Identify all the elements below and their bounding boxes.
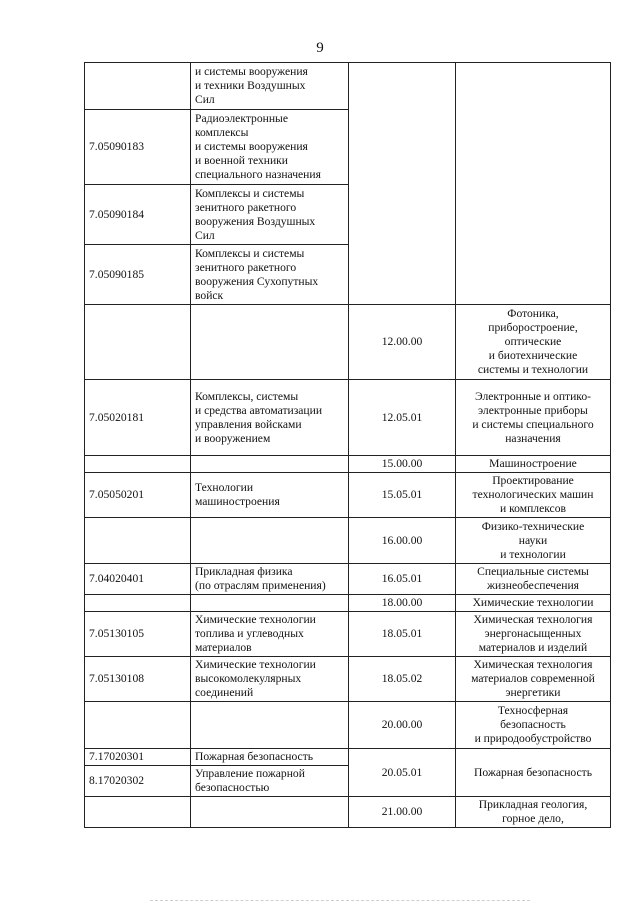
new-specialty-name-cell: Пожарная безопасность — [456, 749, 611, 797]
old-code-cell: 7.05090183 — [85, 110, 191, 185]
old-specialty-name-cell: Комплексы, системы и средства автоматизации управления войсками и вооружением — [191, 380, 349, 456]
table-row — [85, 702, 611, 749]
new-specialty-name-cell: Техносферная безопасность и природообустройство — [456, 702, 611, 749]
specialty-correspondence-table — [84, 62, 611, 828]
new-code-cell: 12.05.01 — [349, 380, 456, 456]
new-code-cell: 18.05.01 — [349, 612, 456, 657]
old-specialty-name-cell: и системы вооружения и техники Воздушных Сил — [191, 63, 349, 110]
old-code-cell — [85, 702, 191, 749]
old-code-cell: 7.05020181 — [85, 380, 191, 456]
old-specialty-name-cell: Радиоэлектронные комплексы и системы вооружения и военной техники специального назначения — [191, 110, 349, 185]
table-row — [85, 595, 611, 612]
old-specialty-name-cell: Пожарная безопасность — [191, 749, 349, 766]
page-bottom-edge — [150, 900, 530, 901]
new-specialty-name-cell: Прикладная геология, горное дело, — [456, 797, 611, 828]
old-code-cell — [85, 456, 191, 473]
page-number: 9 — [316, 40, 324, 56]
old-code-cell — [85, 595, 191, 612]
new-specialty-name-cell: Химическая технология энергонасыщенных материалов и изделий — [456, 612, 611, 657]
new-specialty-name-cell: Проектирование технологических машин и комплексов — [456, 473, 611, 518]
new-code-cell: 18.05.02 — [349, 657, 456, 702]
table-row — [85, 456, 611, 473]
new-specialty-name-cell: Специальные системы жизнеобеспечения — [456, 564, 611, 595]
new-code-cell: 20.00.00 — [349, 702, 456, 749]
old-code-cell — [85, 518, 191, 564]
old-specialty-name-cell — [191, 702, 349, 749]
old-specialty-name-cell: Технологии машиностроения — [191, 473, 349, 518]
new-code-cell: 18.00.00 — [349, 595, 456, 612]
table-row — [85, 657, 611, 702]
old-code-cell: 7.05090185 — [85, 245, 191, 305]
new-specialty-name-cell: Машиностроение — [456, 456, 611, 473]
old-code-cell — [85, 305, 191, 380]
old-code-cell: 7.05130108 — [85, 657, 191, 702]
new-specialty-name-cell: Электронные и оптико- электронные приборы и системы специального назначения — [456, 380, 611, 456]
new-specialty-name-cell: Химические технологии — [456, 595, 611, 612]
old-code-cell: 7.05130105 — [85, 612, 191, 657]
old-code-cell: 7.17020301 — [85, 749, 191, 766]
old-specialty-name-cell: Комплексы и системы зенитного ракетного вооружения Сухопутных войск — [191, 245, 349, 305]
table-row — [85, 797, 611, 828]
new-code-cell: 16.00.00 — [349, 518, 456, 564]
old-specialty-name-cell: Химические технологии топлива и углеводных материалов — [191, 612, 349, 657]
old-specialty-name-cell — [191, 797, 349, 828]
table-row — [85, 749, 611, 766]
old-specialty-name-cell: Комплексы и системы зенитного ракетного вооружения Воздушных Сил — [191, 185, 349, 245]
old-code-cell: 7.05090184 — [85, 185, 191, 245]
new-code-cell: 20.05.01 — [349, 749, 456, 797]
old-specialty-name-cell — [191, 305, 349, 380]
new-code-cell: 12.00.00 — [349, 305, 456, 380]
table-row — [85, 473, 611, 518]
old-code-cell — [85, 63, 191, 110]
table-row — [85, 518, 611, 564]
old-specialty-name-cell — [191, 456, 349, 473]
old-specialty-name-cell: Управление пожарной безопасностью — [191, 766, 349, 797]
new-code-cell: 16.05.01 — [349, 564, 456, 595]
table-row — [85, 305, 611, 380]
old-specialty-name-cell — [191, 595, 349, 612]
old-code-cell: 7.04020401 — [85, 564, 191, 595]
old-specialty-name-cell: Прикладная физика (по отраслям применения) — [191, 564, 349, 595]
new-specialty-name-cell: Химическая технология материалов современной энергетики — [456, 657, 611, 702]
new-specialty-name-cell: Физико-технические науки и технологии — [456, 518, 611, 564]
new-code-cell-empty — [349, 63, 456, 305]
table-row — [85, 612, 611, 657]
old-code-cell: 7.05050201 — [85, 473, 191, 518]
old-code-cell — [85, 797, 191, 828]
table-row — [85, 564, 611, 595]
new-specialty-name-cell: Фотоника, приборостроение, оптические и биотехнические системы и технологии — [456, 305, 611, 380]
table-row — [85, 63, 611, 110]
old-specialty-name-cell: Химические технологии высокомолекулярных соединений — [191, 657, 349, 702]
table-row — [85, 380, 611, 456]
old-code-cell: 8.17020302 — [85, 766, 191, 797]
new-code-cell: 21.00.00 — [349, 797, 456, 828]
new-specialty-name-cell-empty — [456, 63, 611, 305]
old-specialty-name-cell — [191, 518, 349, 564]
new-code-cell: 15.05.01 — [349, 473, 456, 518]
new-code-cell: 15.00.00 — [349, 456, 456, 473]
